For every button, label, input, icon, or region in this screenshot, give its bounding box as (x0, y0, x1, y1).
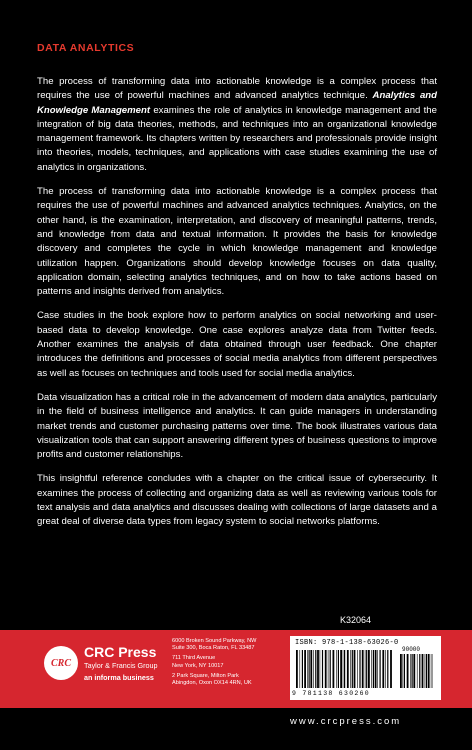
ean-number: 9 781138 630260 (292, 690, 371, 697)
back-cover-description (37, 75, 437, 540)
isbn-barcode (290, 636, 441, 700)
paragraph-4: Data visualization has a critical role in the advancement of modern data analytics, particularly in the field of business intelligence and analytics. It can guide managers in understanding market trends and customer purchasing patterns over time. The book illustrates various data visualization tools that can support answering different types of business questions to improve profits and customer relationships. (37, 391, 437, 461)
address-line: 711 Third Avenue (172, 655, 216, 662)
address-block (172, 673, 256, 687)
address-block (172, 638, 256, 652)
barcode-bars-main (296, 650, 392, 688)
address-line: New York, NY 10017 (172, 662, 224, 669)
publisher-name: CRC Press (84, 644, 157, 660)
address-line: 2 Park Square, Milton Park (172, 672, 239, 679)
address-line: Suite 300, Boca Raton, FL 33487 (172, 645, 255, 652)
address-block (172, 655, 256, 669)
publisher-group: Taylor & Francis Group (84, 661, 158, 670)
paragraph-1-rest: examines the role of analytics in knowledge management and the integration of big data theories, methods, and techniques into an organizational knowledge management framework. Its chapters written by researchers and professionals provide insight into theories, models, techniques, and applications with case studies examining the use of analytics in organizations. (37, 104, 437, 173)
publisher-tagline: an informa business (84, 673, 154, 682)
barcode-bars-addon (400, 654, 433, 688)
publisher-addresses (172, 638, 256, 690)
isbn-text: ISBN: 978-1-138-63026-0 (295, 639, 399, 647)
paragraph-2: The process of transforming data into actionable knowledge is a complex process that requires the use of powerful machines and advanced analytics techniques. Analytics, on the other hand, is the examination, interpretation, and discovery of meaningful patterns, trends, and knowledge from data and textual information. It provides the basis for knowledge discovery and completes the cycle in which knowledge management and knowledge utilization happen. Organizations should develop knowledge focuses on data quality, application domain, selecting analytics techniques, and on how to take actions based on patterns and insights derived from analytics. (37, 186, 437, 298)
paragraph-5: This insightful reference concludes with a chapter on the critical issue of cybersecurity. It examines the process of collecting and organizing data as well as reviewing various tools for text analysis and data analytics and discusses dealing with collections of large datasets and a great deal of diverse data types from legacy system to social networks platforms. (37, 473, 437, 528)
address-line: Abingdon, Oxon OX14 4RN, UK (172, 680, 252, 687)
crc-logo: CRC (44, 646, 78, 680)
paragraph-1-intro: The process of transforming data into actionable knowledge is a complex process that requires the use of powerful machines and advanced analytics technique. (37, 76, 437, 102)
category-label: DATA ANALYTICS (37, 42, 135, 54)
product-code: K32064 (340, 615, 372, 625)
publisher-brand (84, 644, 158, 682)
publisher-website: www.crcpress.com (290, 716, 402, 727)
book-title-inline: Analytics and Knowledge Management (37, 90, 437, 116)
paragraph-1 (37, 75, 437, 175)
address-line: 6000 Broken Sound Parkway, NW (172, 638, 257, 644)
price-code: 90000 (402, 646, 421, 653)
paragraph-3: Case studies in the book explore how to perform analytics on social networking and user-based data to develop knowledge. One case explores analyze data from Twitter feeds. Another examines the analysis of data obtained through user feedback. One chapter introduces the definitions and processes of social media analytics from different perspectives as well as focuses on techniques and tools used for social media analytics. (37, 310, 437, 379)
